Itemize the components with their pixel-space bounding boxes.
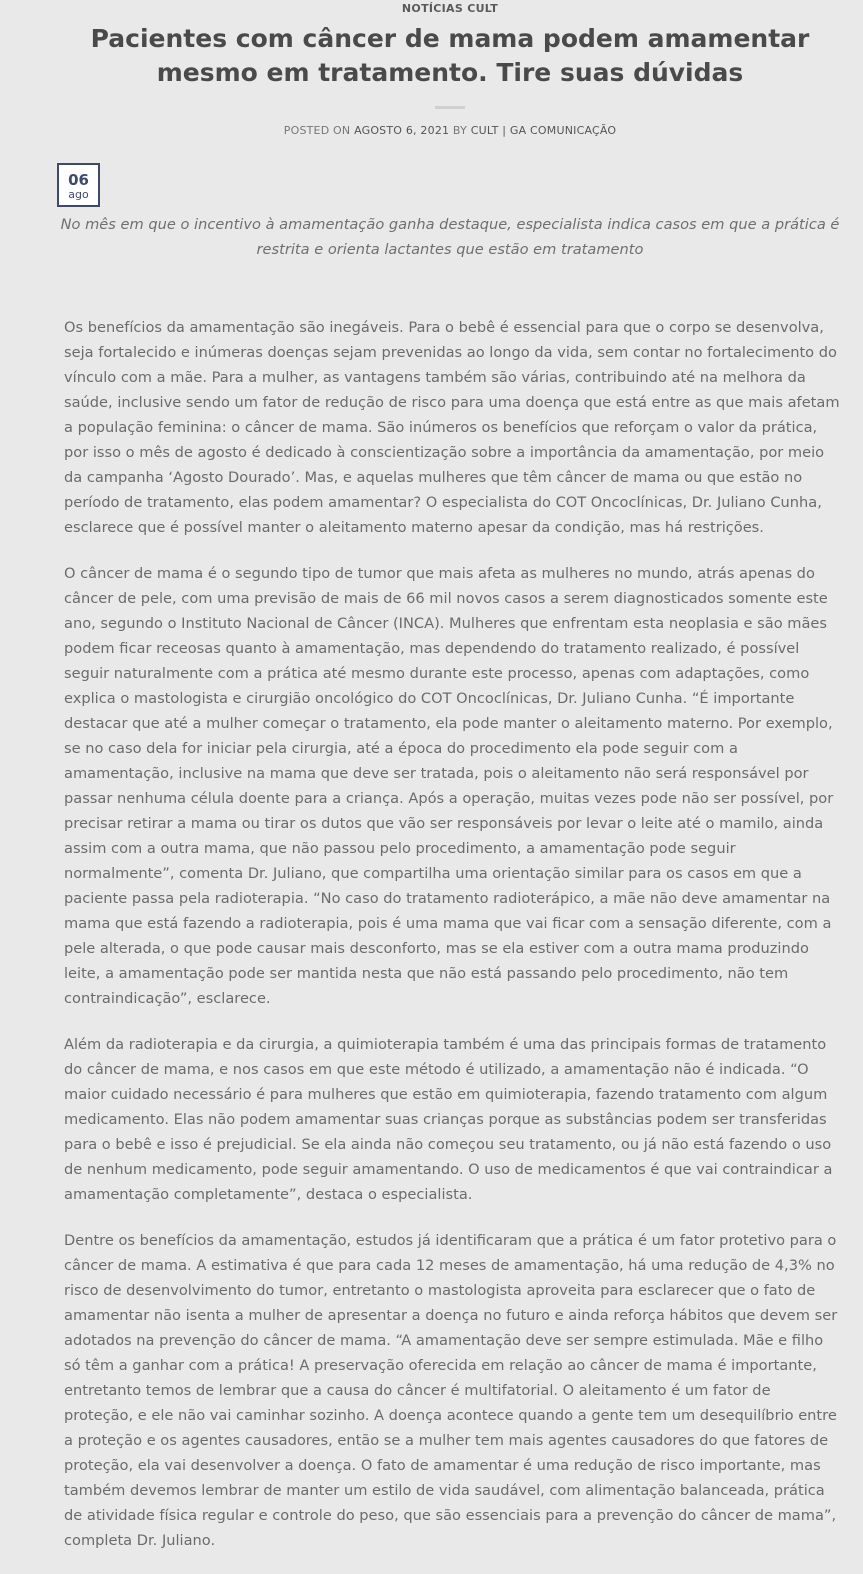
category-link[interactable]: NOTÍCIAS CULT — [401, 2, 499, 15]
article-title: Pacientes com câncer de mama podem amamentar mesmo em tratamento. Tire suas dúvidas — [90, 24, 810, 87]
article-paragraph: O câncer de mama é o segundo tipo de tumor que mais afeta as mulheres no mundo, atrás apenas do câncer de pele, com uma previsão de mais de 66 mil novos casos a serem diagnosticados somente este ano, segundo o Instituto Nacional de Câncer (INCA). Mulheres que enfrentam esta neoplasia e são mães podem ficar receosas quanto à amamentação, mas dependendo do tratamento realizado, é possível seguir naturalmente com a prática até mesmo durante este processo, apenas com adaptações, como explica o mastologista e cirurgião oncológico do COT Oncoclínicas, Dr. Juliano Cunha. “É importante destacar que até a mulher começar o tratamento, ela pode manter o aleitamento materno. Por exemplo, se no caso dela for iniciar pela cirurgia, até a época do procedimento ela pode seguir com a amamentação, inclusive na mama que deve ser tratada, pois o aleitamento não será responsável por passar nenhuma célula doente para a criança. Após a operação, muitas vezes pode não ser possível, por precisar retirar a mama ou tirar os dutos que vão ser responsáveis por levar o leite até o mamilo, ainda assim com a outra mama, que não passou pelo procedimento, a amamentação pode seguir normalmente”, comenta Dr. Juliano, que compartilha uma orientação similar para os casos em que a paciente passa pela radioterapia. “No caso do tratamento radioterápico, a mãe não deve amamentar na mama que está fazendo a radioterapia, pois é uma mama que vai ficar com a sensação diferente, com a pele alterada, o que pode causar mais desconforto, mas se ela estiver com a outra mama produzindo leite, a amamentação pode ser mantida nesta que não está passando pelo procedimento, não tem contraindicação”, esclarece. — [64, 565, 834, 1007]
article-body — [64, 315, 840, 1574]
post-meta — [0, 124, 863, 137]
article-paragraph: Além da radioterapia e da cirurgia, a quimioterapia também é uma das principais formas de tratamento do câncer de mama, e nos casos em que este método é utilizado, a amamentação não é indicada. “O maior cuidado necessário é para mulheres que estão em quimioterapia, fazendo tratamento com algum medicamento. Elas não podem amamentar suas crianças porque as substâncias podem ser transferidas para o bebê e isso é prejudicial. Se ela ainda não começou seu tratamento, ou já não está fazendo o uso de nenhum medicamento, pode seguir amamentando. O uso de medicamentos é que vai contraindicar a amamentação completamente”, destaca o especialista. — [64, 1036, 833, 1203]
date-badge-day: 06 — [68, 171, 89, 189]
post-date-link[interactable]: AGOSTO 6, 2021 — [354, 124, 450, 137]
date-badge — [57, 163, 100, 207]
article-lead: No mês em que o incentivo à amamentação ganha destaque, especialista indica casos em que a prática é restrita e orienta lactantes que estão em tratamento — [60, 216, 840, 258]
article-paragraph: Dentre os benefícios da amamentação, estudos já identificaram que a prática é um fator protetivo para o câncer de mama. A estimativa é que para cada 12 meses de amamentação, há uma redução de 4,3% no risco de desenvolvimento do tumor, entretanto o mastologista aproveita para esclarecer que o fato de amamentar não isenta a mulher de apresentar a doença no futuro e ainda reforça hábitos que devem ser adotados na prevenção do câncer de mama. “A amamentação deve ser sempre estimulada. Mãe e filho só têm a ganhar com a prática! A preservação oferecida em relação ao câncer de mama é importante, entretanto temos de lembrar que a causa do câncer é multifatorial. O aleitamento é um fator de proteção, e ele não vai caminhar sozinho. A doença acontece quando a gente tem um desequilíbrio entre a proteção e os agentes causadores, então se a mulher tem mais agentes causadores do que fatores de proteção, ela vai desenvolver a doença. O fato de amamentar é uma redução de risco importante, mas também devemos lembrar de manter um estilo de vida saudável, com alimentação balanceada, prática de atividade física regular e controle do peso, que são essenciais para a prevenção do câncer de mama”, completa Dr. Juliano. — [64, 1232, 838, 1549]
author-link[interactable]: CULT | GA COMUNICAÇÃO — [470, 124, 617, 137]
by-label: BY — [452, 124, 467, 137]
article-paragraph: Os benefícios da amamentação são inegáveis. Para o bebê é essencial para que o corpo se desenvolva, seja fortalecido e inúmeras doenças sejam prevenidas ao longo da vida, sem contar no fortalecimento do vínculo com a mãe. Para a mulher, as vantagens também são várias, contribuindo até na melhora da saúde, inclusive sendo um fator de redução de risco para uma doença que está entre as que mais afetam a população feminina: o câncer de mama. São inúmeros os benefícios que reforçam o valor da prática, por isso o mês de agosto é dedicado à conscientização sobre a importância da amamentação, por meio da campanha ‘Agosto Dourado’. Mas, e aquelas mulheres que têm câncer de mama ou que estão no período de tratamento, elas podem amamentar? O especialista do COT Oncoclínicas, Dr. Juliano Cunha, esclarece que é possível manter o aleitamento materno apesar da condição, mas há restrições. — [64, 319, 840, 536]
posted-on-label: POSTED ON — [283, 124, 351, 137]
title-divider — [435, 106, 465, 109]
date-badge-month: ago — [68, 188, 89, 201]
